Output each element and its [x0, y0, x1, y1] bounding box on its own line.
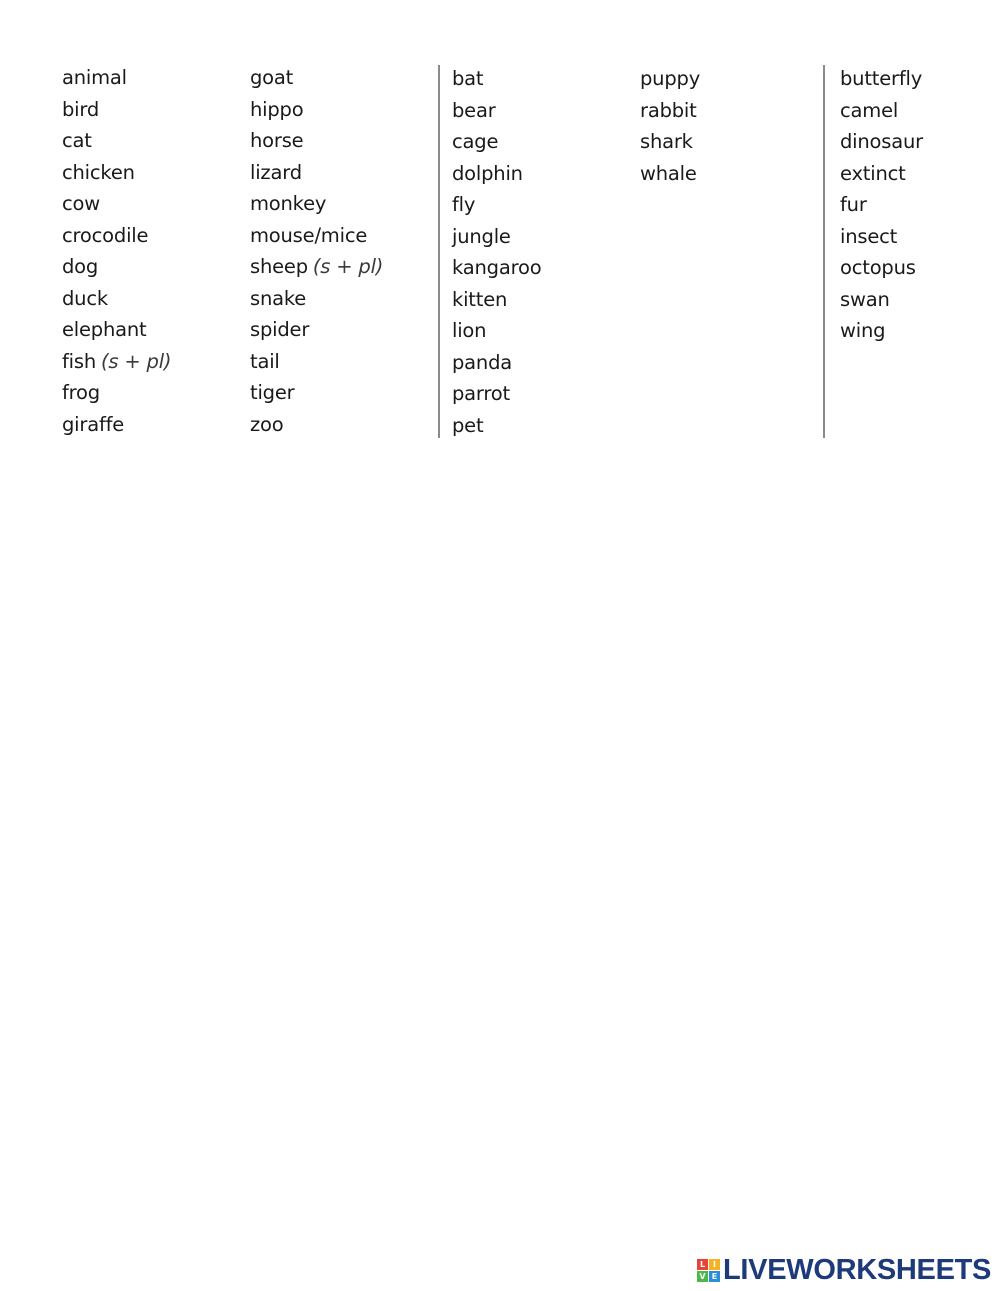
- liveworksheets-logo: [697, 1254, 991, 1286]
- word-column-1: [62, 62, 171, 440]
- vocab-word: [452, 410, 541, 442]
- vocab-word: [250, 314, 383, 346]
- vocab-word-text: panda: [452, 350, 513, 374]
- vocab-word-text: bear: [452, 98, 496, 122]
- vocab-word: [640, 63, 700, 95]
- vocab-word-text: zoo: [250, 412, 284, 436]
- vocab-word-text: duck: [62, 286, 108, 310]
- vocab-word-note: (s + pl): [101, 349, 172, 373]
- vocab-word-text: kitten: [452, 287, 508, 311]
- vocab-word: [250, 62, 383, 94]
- vocab-word: [62, 62, 171, 94]
- vocab-word: [452, 63, 541, 95]
- vocab-word: [452, 158, 541, 190]
- vocab-word-text: crocodile: [62, 223, 149, 247]
- vocab-word: [452, 221, 541, 253]
- vocab-word-text: octopus: [840, 256, 916, 279]
- vocab-word-text: goat: [250, 66, 294, 89]
- vocab-word: [840, 221, 923, 253]
- vocab-word: [62, 251, 171, 283]
- vocab-word-text: whale: [640, 161, 697, 185]
- vocab-word: [250, 251, 383, 283]
- column-divider: [823, 65, 825, 438]
- vocab-word: [250, 283, 383, 315]
- liveworksheets-wordmark: LIVEWORKSHEETS: [723, 1253, 992, 1286]
- vocab-word: [840, 189, 923, 221]
- word-column-5: [840, 63, 923, 347]
- vocab-word-text: fur: [840, 193, 867, 216]
- vocab-word: [62, 220, 171, 252]
- vocab-word: [840, 95, 923, 127]
- vocab-word-text: bat: [452, 67, 484, 90]
- vocab-word: [840, 315, 923, 347]
- vocab-word-text: mouse/mice: [250, 223, 368, 247]
- vocab-word: [840, 284, 923, 316]
- vocab-word-text: fish: [62, 349, 97, 373]
- vocab-word-text: frog: [62, 381, 100, 404]
- vocab-word-text: horse: [250, 129, 304, 152]
- vocab-word-text: jungle: [452, 224, 511, 248]
- vocab-word: [640, 95, 700, 127]
- liveworksheets-logo-icon: [697, 1259, 720, 1282]
- vocab-word-text: animal: [62, 66, 127, 89]
- vocab-word: [840, 158, 923, 190]
- vocab-word: [250, 220, 383, 252]
- vocab-word-text: wing: [840, 319, 886, 342]
- vocab-word-text: kangaroo: [452, 256, 542, 279]
- vocab-word-text: camel: [840, 98, 899, 122]
- vocab-word-text: insect: [840, 224, 898, 248]
- vocab-word: [250, 377, 383, 409]
- vocab-word-note: (s + pl): [312, 255, 384, 278]
- word-column-2: [250, 62, 383, 440]
- vocab-word-text: shark: [640, 130, 693, 153]
- vocab-word: [452, 252, 541, 284]
- logo-tile: L: [697, 1259, 708, 1270]
- vocab-word-text: pet: [452, 413, 484, 437]
- logo-tile: I: [709, 1259, 720, 1270]
- vocab-word-text: lion: [452, 319, 487, 342]
- word-column-4: [640, 63, 700, 189]
- vocab-word: [840, 63, 923, 95]
- vocab-word-text: extinct: [840, 161, 906, 185]
- vocab-word-text: cow: [62, 192, 101, 215]
- vocab-word-text: parrot: [452, 382, 510, 405]
- vocab-word: [452, 95, 541, 127]
- vocab-word: [62, 377, 171, 409]
- logo-tile: E: [709, 1271, 720, 1282]
- vocab-word-text: hippo: [250, 97, 304, 121]
- word-column-3: [452, 63, 541, 441]
- vocab-word-text: monkey: [250, 192, 327, 215]
- logo-tile: V: [697, 1271, 708, 1282]
- vocab-word: [250, 125, 383, 157]
- vocab-word-text: dolphin: [452, 161, 523, 185]
- vocab-word: [250, 94, 383, 126]
- vocab-word: [452, 315, 541, 347]
- vocab-word: [640, 126, 700, 158]
- vocab-word: [840, 252, 923, 284]
- vocab-word-text: lizard: [250, 160, 302, 184]
- vocab-word: [452, 189, 541, 221]
- vocab-word: [62, 283, 171, 315]
- vocab-word: [62, 188, 171, 220]
- vocab-word-text: rabbit: [640, 98, 697, 122]
- vocab-word-text: butterfly: [840, 67, 923, 90]
- vocab-word-text: spider: [250, 318, 310, 341]
- vocab-word-text: bird: [62, 97, 100, 121]
- vocab-word: [62, 94, 171, 126]
- vocab-word: [250, 409, 383, 441]
- vocab-word-text: snake: [250, 286, 307, 310]
- vocab-word: [250, 157, 383, 189]
- vocab-word: [640, 158, 700, 190]
- vocab-word: [62, 314, 171, 346]
- vocab-word: [250, 346, 383, 378]
- vocab-word-text: swan: [840, 287, 890, 311]
- vocab-word-text: elephant: [62, 318, 147, 341]
- vocab-word-text: sheep: [250, 255, 308, 278]
- column-divider: [438, 65, 440, 438]
- vocab-word-text: fly: [452, 193, 476, 216]
- vocab-word: [62, 409, 171, 441]
- vocab-word-text: dinosaur: [840, 130, 923, 153]
- vocab-word: [62, 157, 171, 189]
- vocab-word: [840, 126, 923, 158]
- vocab-word-text: tiger: [250, 381, 295, 404]
- vocab-word-text: dog: [62, 255, 99, 278]
- vocab-word-text: puppy: [640, 67, 701, 90]
- vocab-word: [452, 378, 541, 410]
- vocab-word-text: giraffe: [62, 412, 125, 436]
- vocab-word: [452, 284, 541, 316]
- vocab-word: [250, 188, 383, 220]
- vocab-word: [62, 346, 171, 378]
- vocab-word-text: tail: [250, 349, 280, 373]
- vocab-word-text: chicken: [62, 160, 135, 184]
- vocab-word-text: cage: [452, 130, 499, 153]
- vocab-word: [62, 125, 171, 157]
- vocab-word-text: cat: [62, 129, 92, 152]
- vocab-word: [452, 126, 541, 158]
- vocab-word: [452, 347, 541, 379]
